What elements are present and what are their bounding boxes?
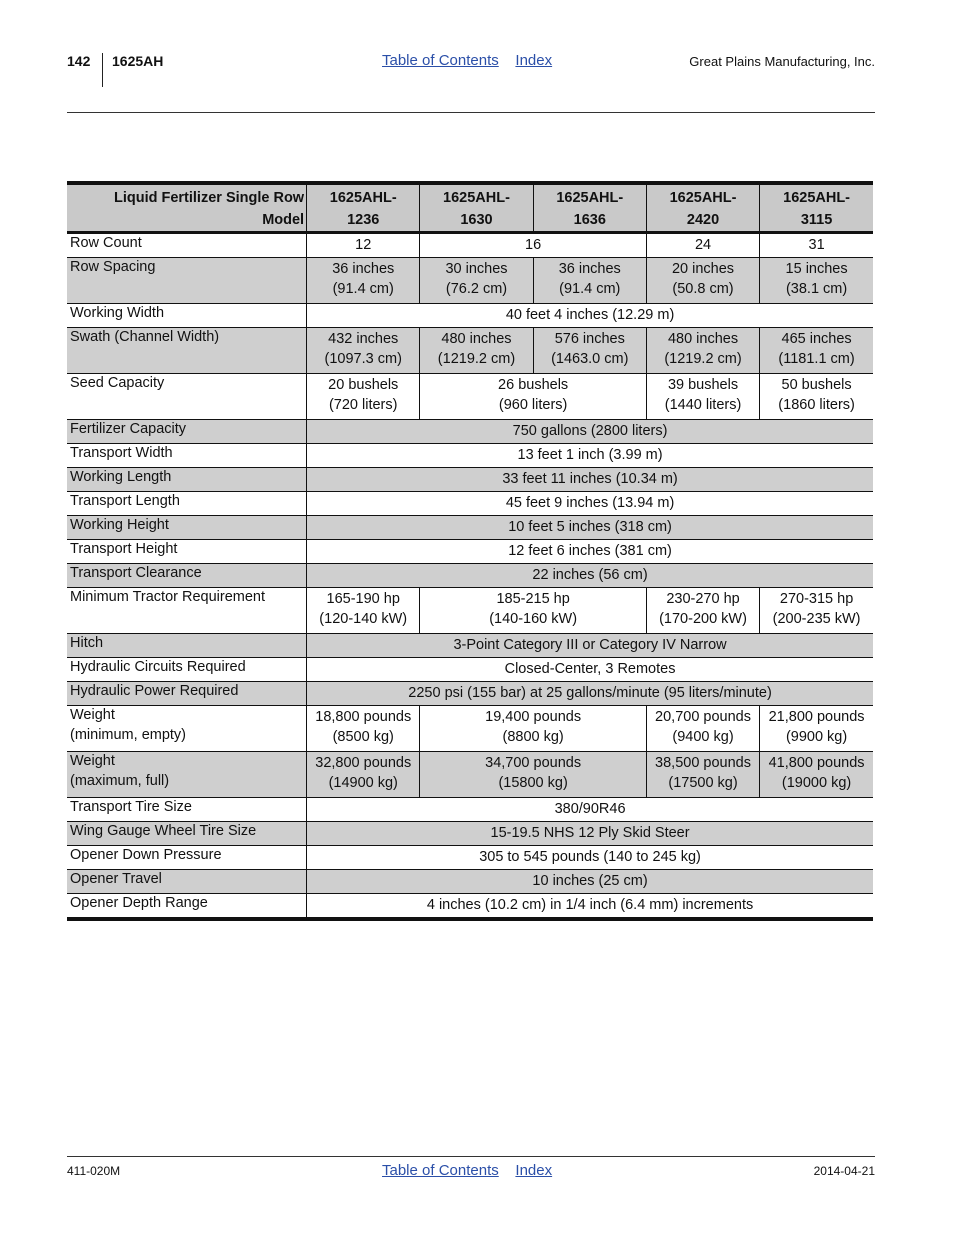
- header-index-link[interactable]: Index: [515, 52, 553, 69]
- row-label: Working Height: [67, 516, 307, 540]
- spec-value-cell: 20 bushels (720 liters): [307, 374, 420, 420]
- row-label: Seed Capacity: [67, 374, 307, 420]
- spec-value-cell: 380/90R46: [307, 798, 873, 822]
- model-header: 1625AHL- 1236: [307, 183, 420, 233]
- header-divider: [102, 53, 103, 87]
- header-rule: [67, 112, 875, 113]
- spec-value-cell: 3-Point Category III or Category IV Narrow: [307, 634, 873, 658]
- row-label: Opener Travel: [67, 870, 307, 894]
- row-label: Hydraulic Circuits Required: [67, 658, 307, 682]
- table-row: [67, 894, 873, 920]
- spec-value-cell: 185-215 hp (140-160 kW): [420, 588, 647, 634]
- row-label: Working Length: [67, 468, 307, 492]
- spec-value-cell: 19,400 pounds (8800 kg): [420, 706, 647, 752]
- table-row: [67, 634, 873, 658]
- spec-value-cell: 22 inches (56 cm): [307, 564, 873, 588]
- spec-value-cell: 270-315 hp (200-235 kW): [760, 588, 873, 634]
- row-label: Transport Clearance: [67, 564, 307, 588]
- row-label: Transport Width: [67, 444, 307, 468]
- spec-value-cell: 26 bushels (960 liters): [420, 374, 647, 420]
- spec-value-cell: 576 inches (1463.0 cm): [533, 328, 646, 374]
- spec-value-cell: 34,700 pounds (15800 kg): [420, 752, 647, 798]
- table-row: [67, 444, 873, 468]
- table-row: [67, 258, 873, 304]
- spec-value-cell: 45 feet 9 inches (13.94 m): [307, 492, 873, 516]
- spec-value-cell: 24: [646, 233, 759, 258]
- table-row: [67, 468, 873, 492]
- footer-date: 2014-04-21: [813, 1164, 875, 1178]
- table-row: [67, 682, 873, 706]
- footer-toc-link[interactable]: Table of Contents: [382, 1162, 499, 1179]
- header-toc-link[interactable]: Table of Contents: [382, 52, 499, 69]
- spec-value-cell: 16: [420, 233, 647, 258]
- table-row: [67, 374, 873, 420]
- spec-value-cell: 12 feet 6 inches (381 cm): [307, 540, 873, 564]
- spec-value-cell: 465 inches (1181.1 cm): [760, 328, 873, 374]
- table-row: [67, 420, 873, 444]
- spec-value-cell: 13 feet 1 inch (3.99 m): [307, 444, 873, 468]
- table-corner-header: Liquid Fertilizer Single Row Model: [67, 183, 307, 233]
- spec-value-cell: 38,500 pounds (17500 kg): [646, 752, 759, 798]
- row-label: Opener Depth Range: [67, 894, 307, 920]
- spec-value-cell: 39 bushels (1440 liters): [646, 374, 759, 420]
- spec-value-cell: 2250 psi (155 bar) at 25 gallons/minute (95 liters/minute): [307, 682, 873, 706]
- spec-value-cell: 32,800 pounds (14900 kg): [307, 752, 420, 798]
- spec-value-cell: 36 inches (91.4 cm): [533, 258, 646, 304]
- company-name: Great Plains Manufacturing, Inc.: [689, 54, 875, 69]
- row-label: Minimum Tractor Requirement: [67, 588, 307, 634]
- spec-value-cell: 432 inches (1097.3 cm): [307, 328, 420, 374]
- row-label: Wing Gauge Wheel Tire Size: [67, 822, 307, 846]
- header-model: 1625AH: [112, 53, 164, 69]
- spec-value-cell: 12: [307, 233, 420, 258]
- spec-value-cell: 15 inches (38.1 cm): [760, 258, 873, 304]
- table-row: [67, 328, 873, 374]
- spec-value-cell: 36 inches (91.4 cm): [307, 258, 420, 304]
- spec-value-cell: 10 feet 5 inches (318 cm): [307, 516, 873, 540]
- spec-value-cell: 750 gallons (2800 liters): [307, 420, 873, 444]
- spec-value-cell: 10 inches (25 cm): [307, 870, 873, 894]
- spec-value-cell: 50 bushels (1860 liters): [760, 374, 873, 420]
- model-header: 1625AHL- 1630: [420, 183, 533, 233]
- model-header: 1625AHL- 2420: [646, 183, 759, 233]
- table-row: [67, 540, 873, 564]
- model-header: 1625AHL- 1636: [533, 183, 646, 233]
- model-header: 1625AHL- 3115: [760, 183, 873, 233]
- row-label: Transport Length: [67, 492, 307, 516]
- row-label: Hydraulic Power Required: [67, 682, 307, 706]
- spec-value-cell: 165-190 hp (120-140 kW): [307, 588, 420, 634]
- row-label: Transport Tire Size: [67, 798, 307, 822]
- row-label: Swath (Channel Width): [67, 328, 307, 374]
- spec-table: [67, 181, 873, 921]
- table-row: [67, 870, 873, 894]
- row-label: Weight (minimum, empty): [67, 706, 307, 752]
- spec-value-cell: 305 to 545 pounds (140 to 245 kg): [307, 846, 873, 870]
- row-label: Row Count: [67, 233, 307, 258]
- table-row: [67, 822, 873, 846]
- table-row: [67, 233, 873, 258]
- document-number: 411-020M: [67, 1164, 121, 1178]
- table-row: [67, 846, 873, 870]
- table-row: [67, 752, 873, 798]
- row-label: Fertilizer Capacity: [67, 420, 307, 444]
- footer-rule: [67, 1156, 875, 1157]
- footer-nav: [382, 1162, 552, 1179]
- table-row: [67, 658, 873, 682]
- spec-value-cell: 33 feet 11 inches (10.34 m): [307, 468, 873, 492]
- spec-value-cell: 20 inches (50.8 cm): [646, 258, 759, 304]
- spec-value-cell: 31: [760, 233, 873, 258]
- footer-index-link[interactable]: Index: [515, 1162, 553, 1179]
- spec-value-cell: 20,700 pounds (9400 kg): [646, 706, 759, 752]
- row-label: Transport Height: [67, 540, 307, 564]
- table-row: [67, 564, 873, 588]
- table-body: [67, 233, 873, 920]
- row-label: Row Spacing: [67, 258, 307, 304]
- page-number: 142: [67, 53, 91, 69]
- spec-value-cell: 230-270 hp (170-200 kW): [646, 588, 759, 634]
- row-label: Hitch: [67, 634, 307, 658]
- table-row: [67, 798, 873, 822]
- table-row: [67, 588, 873, 634]
- spec-value-cell: Closed-Center, 3 Remotes: [307, 658, 873, 682]
- table-row: [67, 516, 873, 540]
- row-label: Weight (maximum, full): [67, 752, 307, 798]
- table-header-row: [67, 183, 873, 233]
- table-row: [67, 492, 873, 516]
- spec-value-cell: 30 inches (76.2 cm): [420, 258, 533, 304]
- header-nav: [382, 52, 552, 69]
- spec-value-cell: 41,800 pounds (19000 kg): [760, 752, 873, 798]
- table-row: [67, 304, 873, 328]
- spec-value-cell: 4 inches (10.2 cm) in 1/4 inch (6.4 mm) increments: [307, 894, 873, 920]
- table-row: [67, 706, 873, 752]
- spec-value-cell: 21,800 pounds (9900 kg): [760, 706, 873, 752]
- spec-value-cell: 40 feet 4 inches (12.29 m): [307, 304, 873, 328]
- spec-value-cell: 18,800 pounds (8500 kg): [307, 706, 420, 752]
- spec-value-cell: 480 inches (1219.2 cm): [646, 328, 759, 374]
- spec-value-cell: 480 inches (1219.2 cm): [420, 328, 533, 374]
- row-label: Working Width: [67, 304, 307, 328]
- spec-value-cell: 15-19.5 NHS 12 Ply Skid Steer: [307, 822, 873, 846]
- row-label: Opener Down Pressure: [67, 846, 307, 870]
